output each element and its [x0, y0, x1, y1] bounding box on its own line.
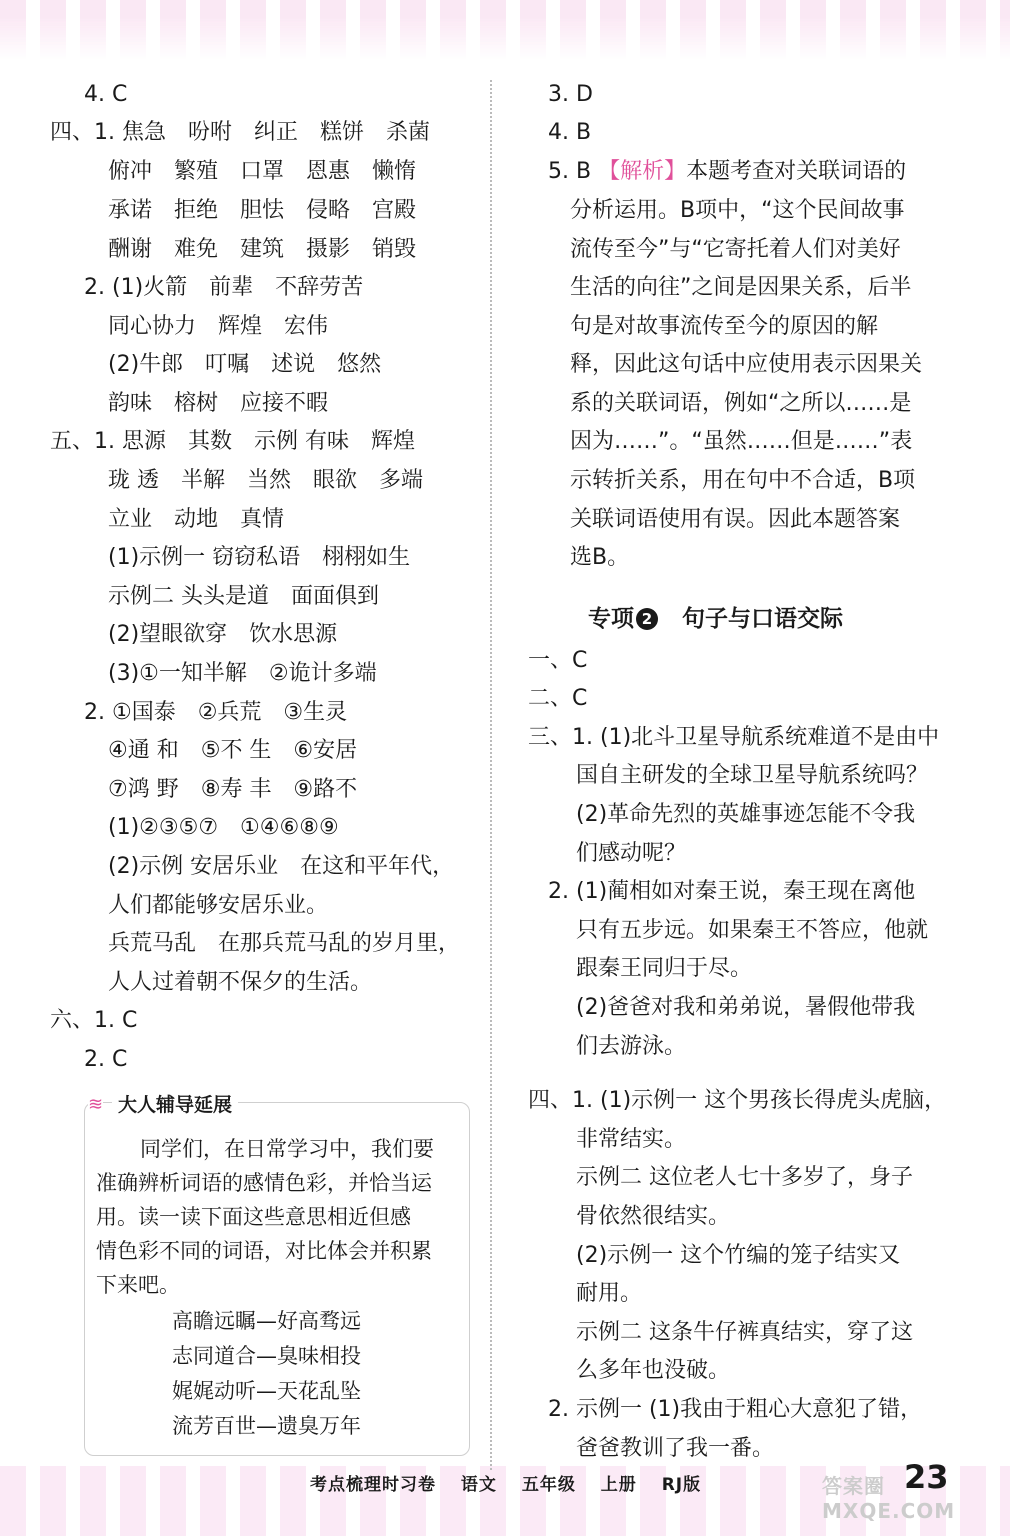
answer-line: 非常结实。 — [576, 1127, 687, 1152]
answer-line: 2. (1)蔺相如对秦王说，秦王现在离他 — [548, 879, 916, 904]
answer-line: 么多年也没破。 — [576, 1358, 731, 1383]
word-pair: 流芳百世—遗臭万年 — [172, 1414, 361, 1438]
answer-line: (2)牛郎 叮嘱 述说 悠然 — [108, 352, 382, 377]
answer-line: 们感动呢？ — [576, 841, 687, 866]
page-number: 23 — [904, 1458, 949, 1496]
answer-line: 承诺 拒绝 胆怯 侵略 宫殿 — [108, 198, 417, 223]
tutoring-paragraph: 情色彩不同的词语，对比体会并积累 — [96, 1239, 432, 1263]
answer-line: 韵味 榕树 应接不暇 — [108, 391, 329, 416]
top-decoration — [0, 0, 1010, 60]
answer-line: 示例二 这位老人七十多岁了，身子 — [576, 1165, 913, 1190]
analysis-line: 系的关联词语，例如“之所以……是 — [570, 391, 912, 416]
answer-line: (2)革命先烈的英雄事迹怎能不令我 — [576, 802, 916, 827]
answer-line: (1)②③⑤⑦ ①④⑥⑧⑨ — [108, 815, 339, 840]
answer-line: 2. (1)火箭 前辈 不辞劳苦 — [84, 275, 364, 300]
tutoring-paragraph: 准确辨析词语的感情色彩，并恰当运 — [96, 1171, 432, 1195]
answer-line: 一、C — [528, 648, 588, 673]
answer-line: 二、C — [528, 686, 588, 711]
answer-line: 3. D — [548, 82, 593, 107]
analysis-text: 本题考查对关联词语的 — [686, 159, 907, 184]
answer-line: 4. B — [548, 120, 592, 145]
answer-line: (1)示例一 窃窃私语 栩栩如生 — [108, 545, 411, 570]
watermark: 答案圈 MXQE.COM — [822, 1474, 956, 1523]
answer-line: 四、1. (1)示例一 这个男孩长得虎头虎脑， — [528, 1088, 947, 1113]
volume: 上册 — [600, 1475, 637, 1495]
answer-line: 三、1. (1)北斗卫星导航系统难道不是由中 — [528, 725, 940, 750]
answer-line: 国自主研发的全球卫星导航系统吗？ — [576, 763, 929, 788]
word-pair: 志同道合—臭味相投 — [172, 1344, 361, 1368]
answer-number: 5. B — [548, 159, 592, 184]
analysis-line: 释，因此这句话中应使用表示因果关 — [570, 352, 923, 377]
analysis-tag: 【解析】 — [598, 159, 687, 184]
answer-line: 酬谢 难免 建筑 摄影 销毁 — [108, 237, 417, 262]
answer-line: 跟秦王同归于尽。 — [576, 956, 753, 981]
answer-line: 们去游泳。 — [576, 1034, 687, 1059]
answer-line: 六、1. C — [50, 1008, 138, 1033]
answer-line: 人们都能够安居乐业。 — [108, 893, 329, 918]
analysis-line: 选B。 — [570, 545, 630, 570]
series-name: 考点梳理时习卷 — [310, 1475, 436, 1495]
tutoring-paragraph: 下来吧。 — [96, 1273, 180, 1297]
answer-line: 爸爸教训了我一番。 — [576, 1436, 775, 1461]
answer-line: 耐用。 — [576, 1281, 643, 1306]
subject: 语文 — [460, 1475, 497, 1495]
answer-line — [548, 157, 906, 187]
section-number: 2 — [636, 608, 658, 630]
tutoring-box-title: 大人辅导延展 — [112, 1090, 238, 1117]
analysis-line: 示转折关系，用在句中不合适，B项 — [570, 468, 916, 493]
answer-line: 2. C — [84, 1047, 128, 1072]
answer-line: 人人过着朝不保夕的生活。 — [108, 970, 373, 995]
page-footer — [310, 1470, 719, 1495]
analysis-line: 分析运用。B项中，“这个民间故事 — [570, 198, 905, 223]
answer-line: 4. C — [84, 82, 128, 107]
tutoring-paragraph: 同学们，在日常学习中，我们要 — [140, 1137, 434, 1161]
analysis-line: 流传至今”与“它寄托着人们对美好 — [570, 237, 901, 262]
answer-line: 俯冲 繁殖 口罩 恩惠 懒惰 — [108, 159, 417, 184]
answer-line: 珑 透 半解 当然 眼欲 多端 — [108, 468, 423, 493]
answer-line: (2)示例 安居乐业 在这和平年代， — [108, 854, 455, 879]
answer-line: 四、1. 焦急 吩咐 纠正 糕饼 杀菌 — [50, 120, 430, 145]
answer-line: 示例二 头头是道 面面俱到 — [108, 584, 379, 609]
section-heading — [588, 603, 843, 635]
word-pair: 娓娓动听—天花乱坠 — [172, 1379, 361, 1403]
section-label: 专项 — [588, 606, 634, 632]
answer-line: 2. ①国泰 ②兵荒 ③生灵 — [84, 700, 348, 725]
answer-line: 立业 动地 真情 — [108, 507, 285, 532]
analysis-line: 生活的向往”之间是因果关系，后半 — [570, 275, 912, 300]
answer-line: (2)望眼欲穿 饮水思源 — [108, 622, 338, 647]
answer-line: (3)①一知半解 ②诡计多端 — [108, 661, 377, 686]
answer-line: (2)示例一 这个竹编的笼子结实又 — [576, 1243, 901, 1268]
column-divider — [490, 80, 492, 1470]
analysis-line: 关联词语使用有误。因此本题答案 — [570, 507, 901, 532]
answer-line: ⑦鸿 野 ⑧寿 丰 ⑨路不 — [108, 777, 358, 802]
grade: 五年级 — [521, 1475, 576, 1495]
answer-line: 只有五步远。如果秦王不答应，他就 — [576, 918, 929, 943]
answer-line: 2. 示例一 (1)我由于粗心大意犯了错， — [548, 1397, 923, 1422]
section-name: 句子与口语交际 — [682, 606, 843, 632]
edition: RJ版 — [661, 1475, 702, 1495]
answer-line: 骨依然很结实。 — [576, 1204, 731, 1229]
answer-line: 同心协力 辉煌 宏伟 — [108, 314, 329, 339]
answer-line: 五、1. 思源 其数 示例 有味 辉煌 — [50, 429, 415, 454]
analysis-line: 因为……”。“虽然……但是……”表 — [570, 429, 913, 454]
answer-line: 示例二 这条牛仔裤真结实，穿了这 — [576, 1320, 913, 1345]
answer-line: 兵荒马乱 在那兵荒马乱的岁月里， — [108, 931, 461, 956]
word-pair: 高瞻远瞩—好高骛远 — [172, 1309, 361, 1333]
wave-icon: ≋ — [88, 1094, 104, 1115]
answer-line: (2)爸爸对我和弟弟说，暑假他带我 — [576, 995, 916, 1020]
tutoring-paragraph: 用。读一读下面这些意思相近但感 — [96, 1205, 411, 1229]
analysis-line: 句是对故事流传至今的原因的解 — [570, 314, 879, 339]
answer-line: ④通 和 ⑤不 生 ⑥安居 — [108, 738, 358, 763]
